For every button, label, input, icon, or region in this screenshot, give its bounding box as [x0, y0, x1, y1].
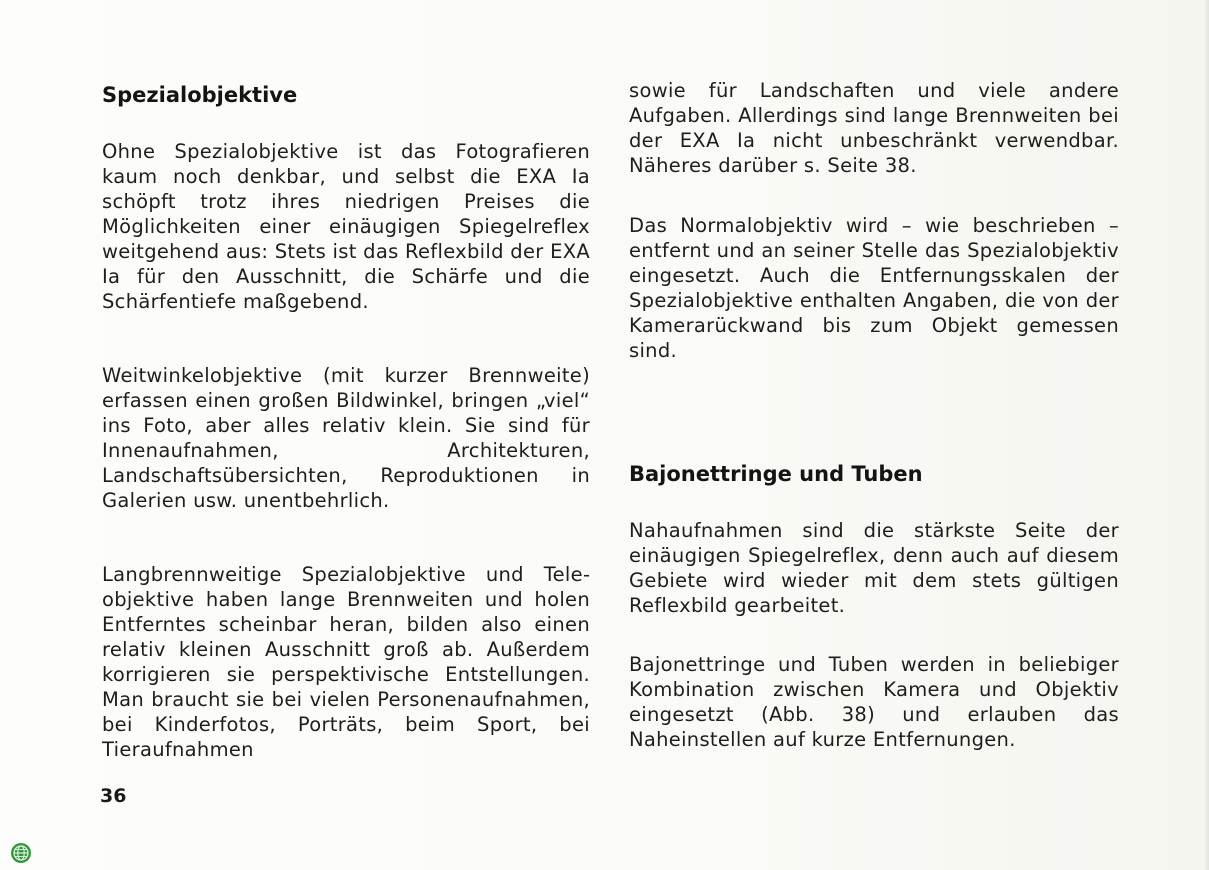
section-heading-spezialobjektive: Spezialobjektive	[102, 83, 298, 107]
page-edge-shadow	[1205, 0, 1209, 870]
paragraph-bajonettringe: Bajonettringe und Tuben werden in beliebiger Kombination zwischen Kamera und Objektiv eingesetzt (Abb. 38) und erlauben das Naheinstellen auf kurze Entfernungen.	[629, 653, 1119, 751]
page-number: 36	[100, 785, 127, 807]
left-column	[102, 78, 590, 762]
right-column	[629, 78, 1119, 752]
paragraph-continuation: sowie für Landschaften und viele andere Aufgaben. Allerdings sind lange Brennweiten bei der EXA Ia nicht unbeschränkt verwendbar. Näheres darüber s. Seite 38.	[629, 79, 1119, 177]
paragraph-normalobjektiv: Das Normalobjektiv wird – wie beschrieben – entfernt und an seiner Stelle das Spezialobjektiv eingesetzt. Auch die Entfernungsskalen der Spezialobjektive enthalten Angaben, die von der Kamerarückwand bis zum Objekt gemessen sind.	[629, 214, 1119, 362]
paragraph-intro: Ohne Spezialobjektive ist das Fotografieren kaum noch denkbar, und selbst die EXA Ia schöpft trotz ihres niedrigen Preises die Möglichkeiten einer einäugigen Spiegelreflex weitgehend aus: Stets ist das Reflexbild der EXA Ia für den Ausschnitt, die Schärfe und die Schärfentiefe maßgebend.	[102, 140, 590, 313]
paragraph-weitwinkel: Weitwinkelobjektive (mit kurzer Brennweite) erfassen einen großen Bildwinkel, bringen „viel“ ins Foto, aber alles relativ klein. Sie sind für Innenaufnahmen, Architekturen, Landschaftsübersichten, Reproduktionen in Galerien usw. unentbehrlich.	[102, 364, 590, 512]
paragraph-langbrennweitige: Langbrennweitige Spezialobjektive und Teleobjektive haben lange Brennweiten und holen Entferntes scheinbar heran, bilden also einen relativ kleinen Ausschnitt groß ab. Außerdem korrigieren sie perspektivische Entstellungen. Man braucht sie bei vielen Personenaufnahmen, bei Kinderfotos, Porträts, beim Sport, bei Tieraufnahmen	[102, 563, 590, 761]
section-heading-bajonettringe: Bajonettringe und Tuben	[629, 462, 923, 486]
paragraph-nahaufnahmen: Nahaufnahmen sind die stärkste Seite der einäugigen Spiegelreflex, denn auch auf diesem Gebiete wird wieder mit dem stets gültigen Reflexbild gearbeitet.	[629, 519, 1119, 617]
green-globe-stamp-icon	[10, 842, 32, 864]
